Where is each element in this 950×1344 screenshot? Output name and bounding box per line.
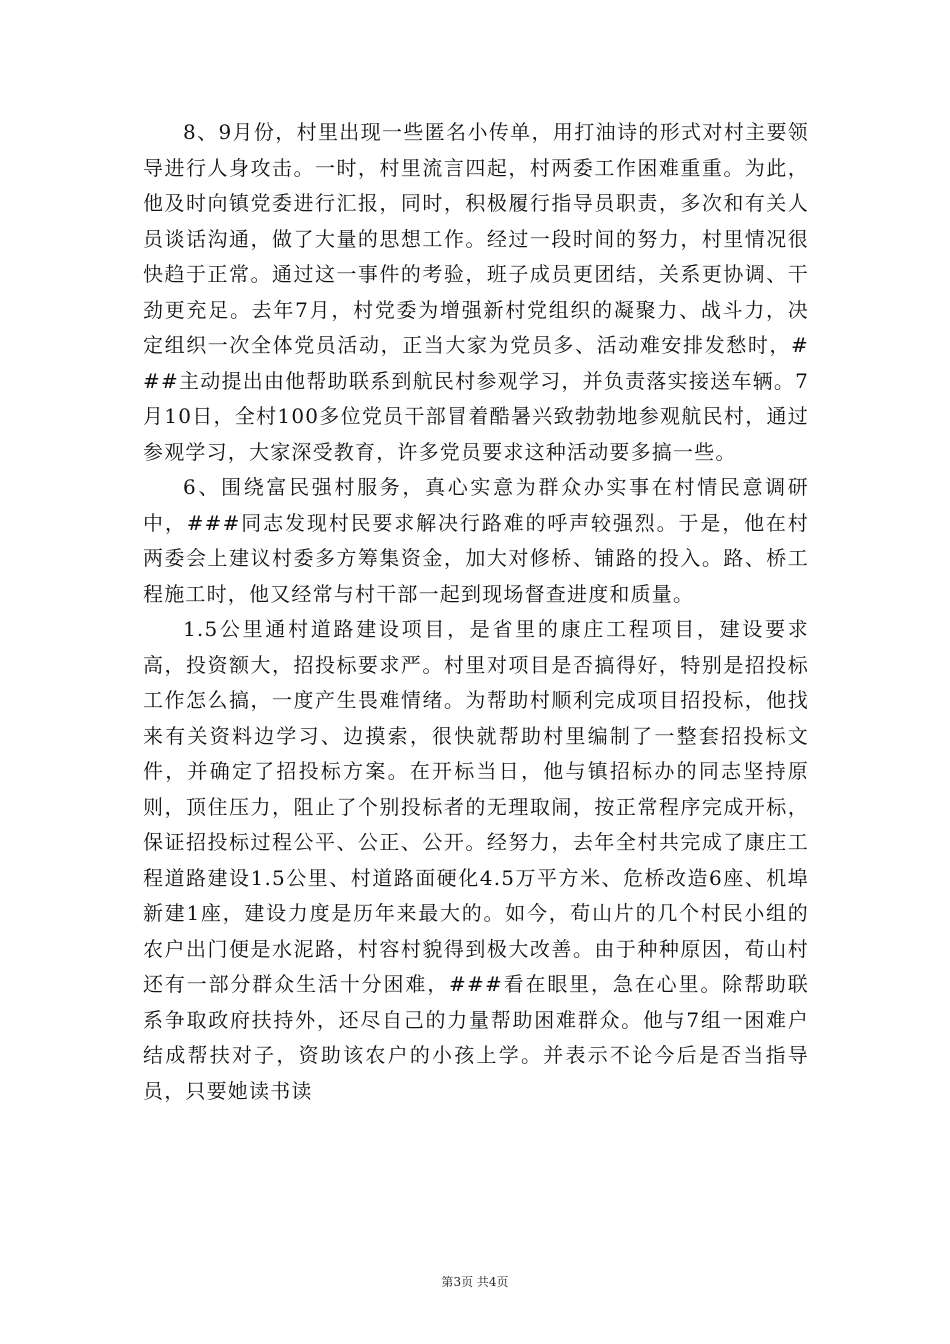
footer-total-pages: 4 <box>488 1275 497 1289</box>
paragraph-1: 8、9月份，村里出现一些匿名小传单，用打油诗的形式对村主要领导进行人身攻击。一时，村里流言四起，村两委工作困难重重。为此，他及时向镇党委进行汇报，同时，积极履行指导员职责，多次和有关人员谈话沟通，做了大量的思想工作。经过一段时间的努力，村里情况很快趋于正常。通过这一事件的考验，班子成员更团结，关系更协调、干劲更充足。去年7月，村党委为增强新村党组织的凝聚力、战斗力，决定组织一次全体党员活动，正当大家为党员多、活动难安排发愁时，###主动提出由他帮助联系到航民村参观学习，并负责落实接送车辆。7月10日，全村100多位党员干部冒着酷暑兴致勃勃地参观航民村，通过参观学习，大家深受教育，许多党员要求这种活动要多搞一些。 <box>143 120 809 464</box>
footer-suffix: 页 <box>496 1275 509 1289</box>
footer-current-page: 3 <box>453 1275 462 1289</box>
paragraph-3: 1.5公里通村道路建设项目，是省里的康庄工程项目，建设要求高，投资额大，招投标要求严。村里对项目是否搞得好，特别是招投标工作怎么搞，一度产生畏难情绪。为帮助村顺利完成项目招投标，他找来有关资料边学习、边摸索，很快就帮助村里编制了一整套招投标文件，并确定了招投标方案。在开标当日，他与镇招标办的同志坚持原则，顶住压力，阻止了个别投标者的无理取闹，按正常程序完成开标，保证招投标过程公平、公正、公开。经努力，去年全村共完成了康庄工程道路建设1.5公里、村道路面硬化4.5万平方米、危桥改造6座、机埠新建1座，建设力度是历年来最大的。如今，荀山片的几个村民小组的农户出门便是水泥路，村容村貌得到极大改善。由于种种原因，荀山村还有一部分群众生活十分困难，###看在眼里，急在心里。除帮助联系争取政府扶持外，还尽自己的力量帮助困难群众。他与7组一困难户结成帮扶对子，资助该农户的小孩上学。并表示不论今后是否当指导员，只要她读书读 <box>143 617 809 1103</box>
page-footer <box>0 1273 950 1290</box>
paragraph-2: 6、围绕富民强村服务，真心实意为群众办实事在村情民意调研中，###同志发现村民要求解决行路难的呼声较强烈。于是，他在村两委会上建议村委多方筹集资金，加大对修桥、铺路的投入。路、桥工程施工时，他又经常与村干部一起到现场督查进度和质量。 <box>143 475 809 606</box>
document-body <box>143 115 809 1109</box>
footer-prefix: 第 <box>441 1275 454 1289</box>
footer-mid: 页 共 <box>461 1275 489 1289</box>
